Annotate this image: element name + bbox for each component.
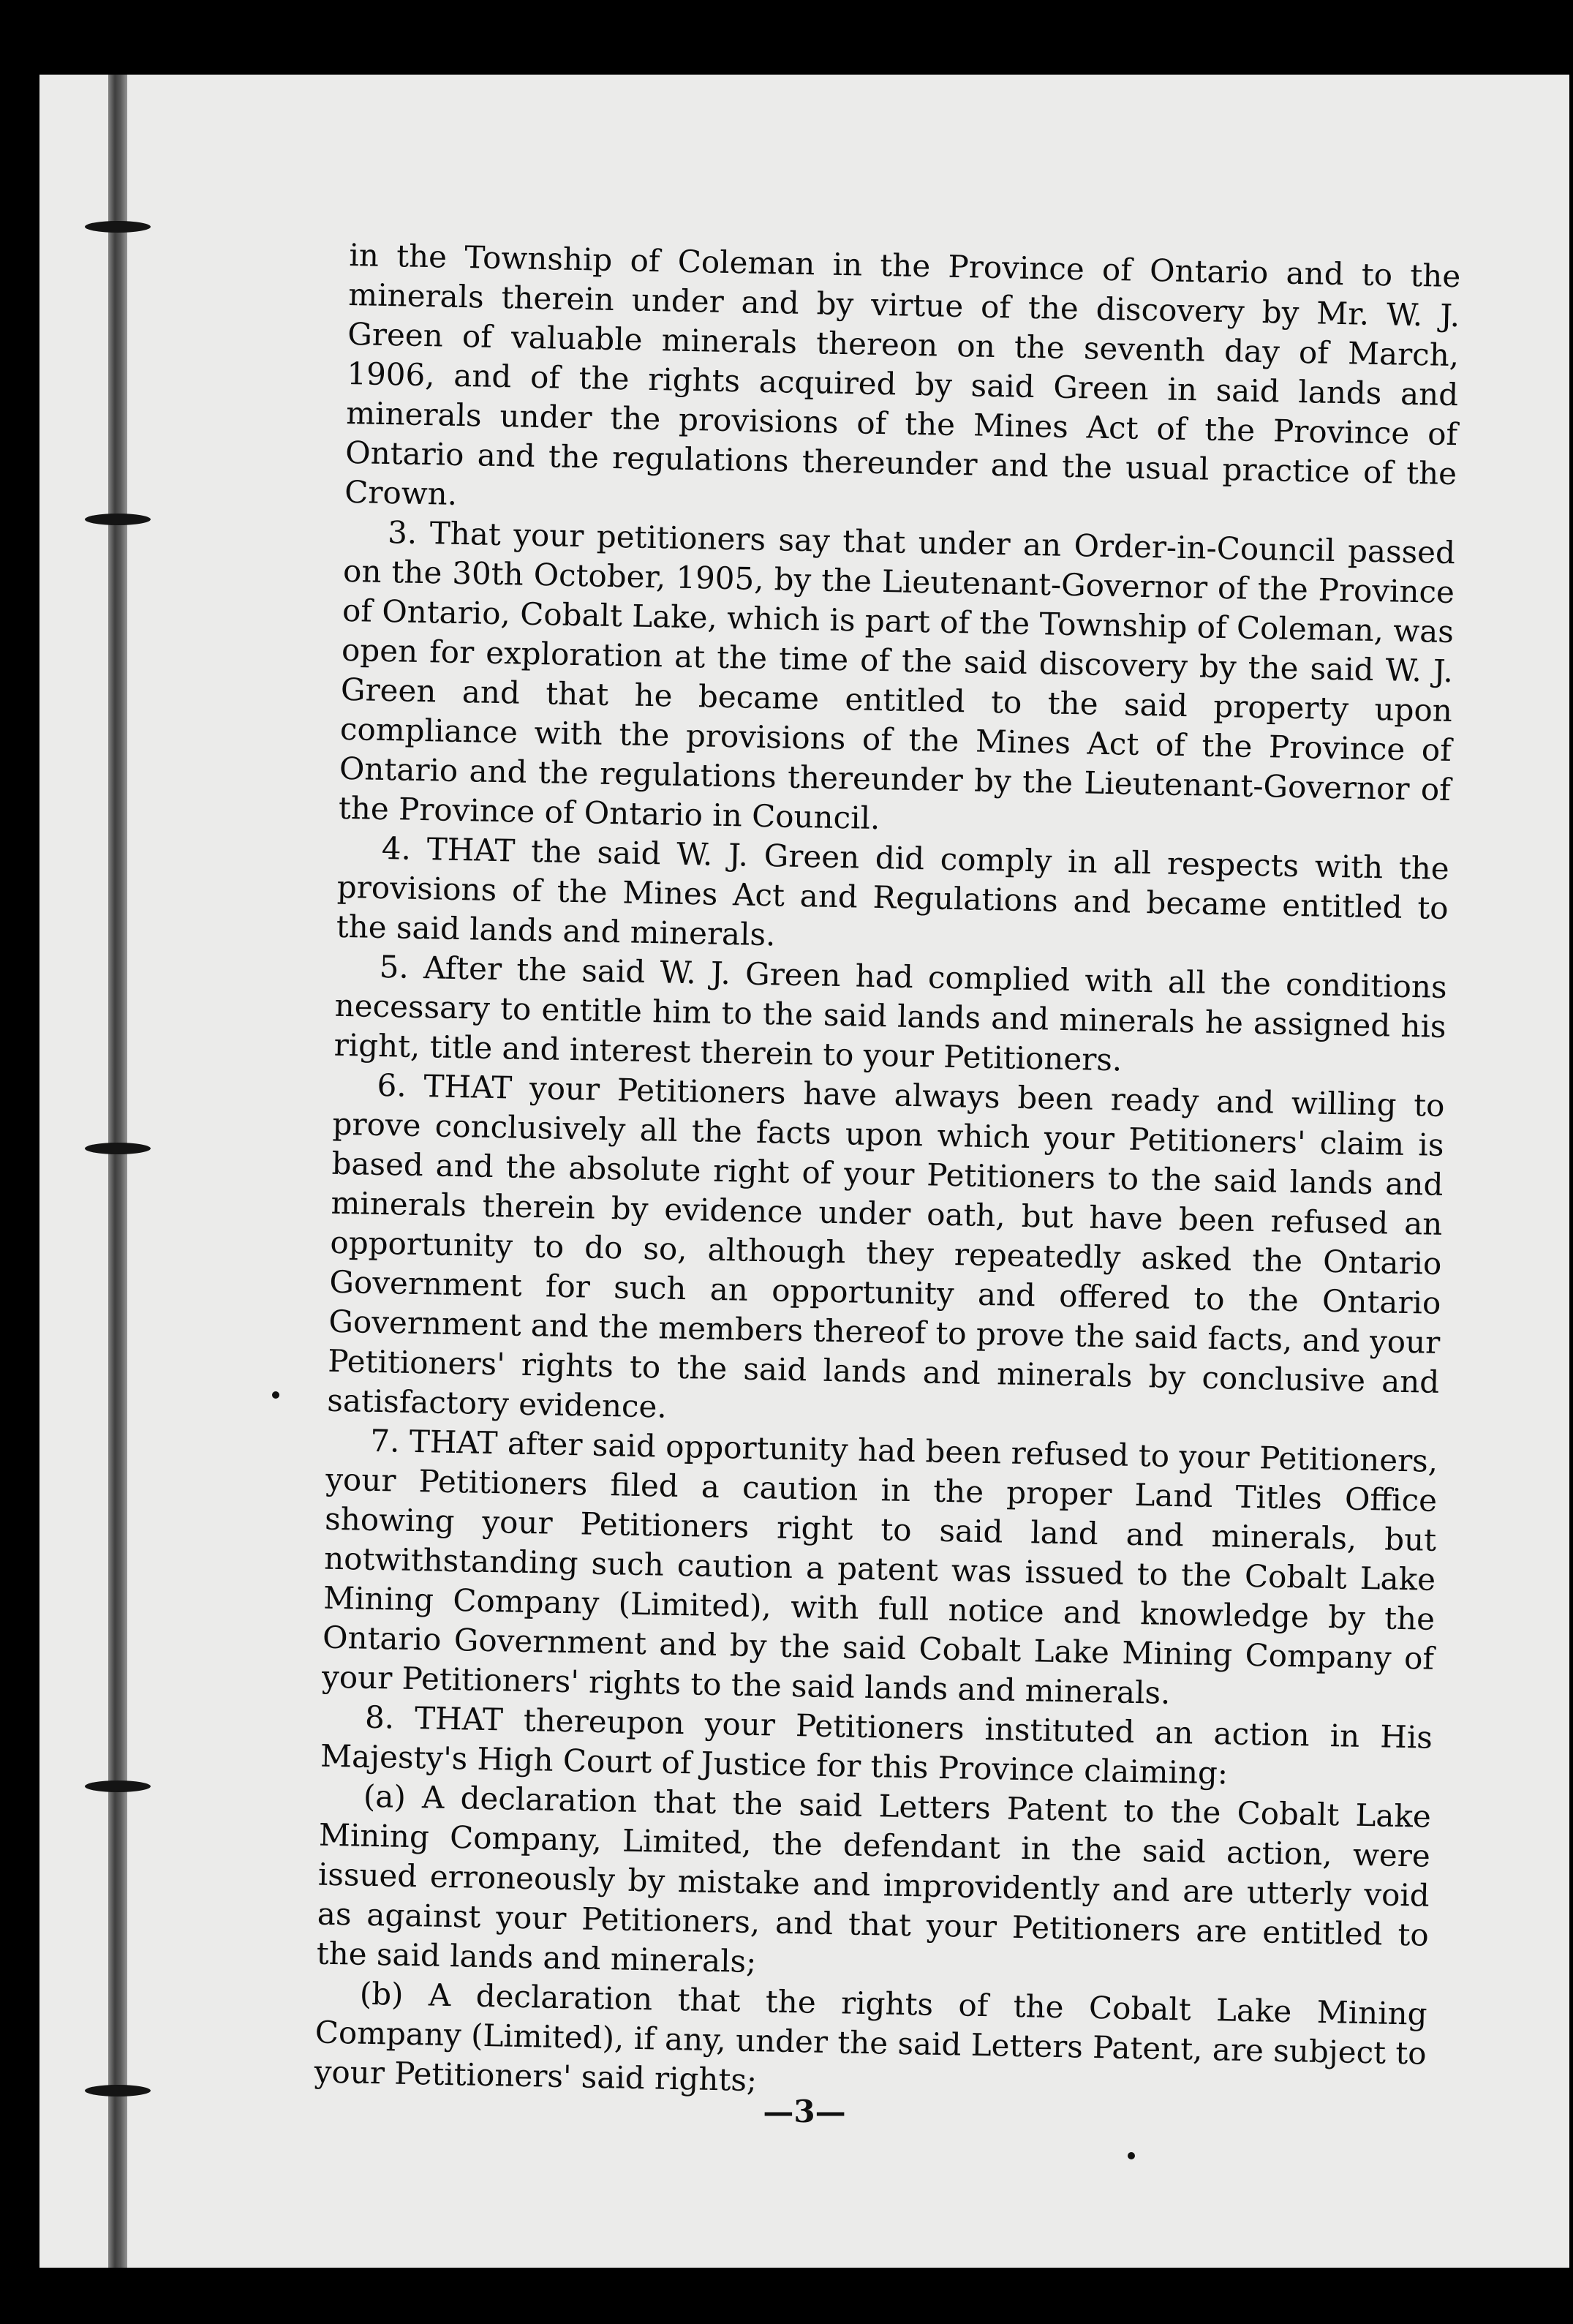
opening-paragraph: in the Township of Coleman in the Province of Ontario and to the minerals therein under and by virtue of the discovery by Mr. W. J. Green of valuable minerals thereon on the seventh day of March, 1906, and of the rights acquired by said Green in said lands and minerals under the provisions of the Mines Act of the Province of Ontario and the regulations thereunder and the usual practice of the Crown. [344,236,1461,512]
binding-stitch [85,221,151,233]
paragraph-6: 6. THAT your Petitioners have always been ready and willing to prove conclusively all the facts upon which your Petitioners' claim is based and the absolute right of your Petitioners to the said lands and minerals therein by evidence under oath, but have been refused an opportunity to do so, although they repeatedly asked the Ontario Government for such an opportunity and offered to the Ontario Government and the members thereof to prove the said facts, and your Petitioners' rights to the said lands and minerals by conclusive and satisfactory evidence. [326,1067,1445,1425]
ink-speck [1128,2152,1135,2159]
claim-a: (a) A declaration that the said Letters Patent to the Cobalt Lake Mining Company, Limited, the defendant in the said action, were issued erroneously by mistake and improvidently and are utterly void as against your Petitioners, and that your Petitioners are entitled to the said lands and minerals; [316,1778,1432,1980]
ink-speck [272,1391,279,1399]
paragraph-3: 3. That your petitioners say that under an Order-in-Council passed on the 30th October, 1905, by the Lieutenant-Governor of the Province of Ontario, Cobalt Lake, which is part of the Township of Coleman, was open for exploration at the time of the said discovery by the said W. J. Green and that he became entitled to the said property upon compliance with the provisions of the Mines Act of the Province of Ontario and the regulations thereunder by the Lieutenant-Governor of the Province of Ontario in Council. [338,514,1456,837]
binding-edge [108,75,127,2268]
page-number: —3— [763,2094,846,2129]
paragraph-7: 7. THAT after said opportunity had been refused to your Petitioners, your Petitioners filed a caution in the proper Land Titles Office showing your Petitioners right to said land and minerals, but notwithstanding such caution a patent was issued to the Cobalt Lake Mining Company (Limited), with full notice and knowledge by the Ontario Government and by the said Cobalt Lake Mining Company of your Petitioners' rights to the said lands and minerals. [321,1422,1438,1711]
binding-stitch [85,1780,151,1792]
paragraph-8: 8. THAT thereupon your Petitioners instituted an action in His Majesty's High Court of Justice for this Province claiming: [320,1699,1433,1791]
claim-b: (b) A declaration that the rights of the Cobalt Lake Mining Company (Limited), if any, under the said Letters Patent, are subject to your Petitioners' said rights; [314,1975,1428,2099]
scanned-page [39,75,1569,2268]
binding-stitch [85,514,151,525]
paragraph-5: 5. After the said W. J. Green had complied with all the conditions necessary to entitle him to the said lands and minerals he assigned his right, title and interest therein to your Petitioners. [333,948,1448,1078]
binding-stitch [85,1143,151,1154]
document-body [314,236,1460,2113]
paragraph-4: 4. THAT the said W. J. Green did comply in all respects with the provisions of the Mines Act and Regulations and became entitled to the said lands and minerals. [336,830,1450,953]
